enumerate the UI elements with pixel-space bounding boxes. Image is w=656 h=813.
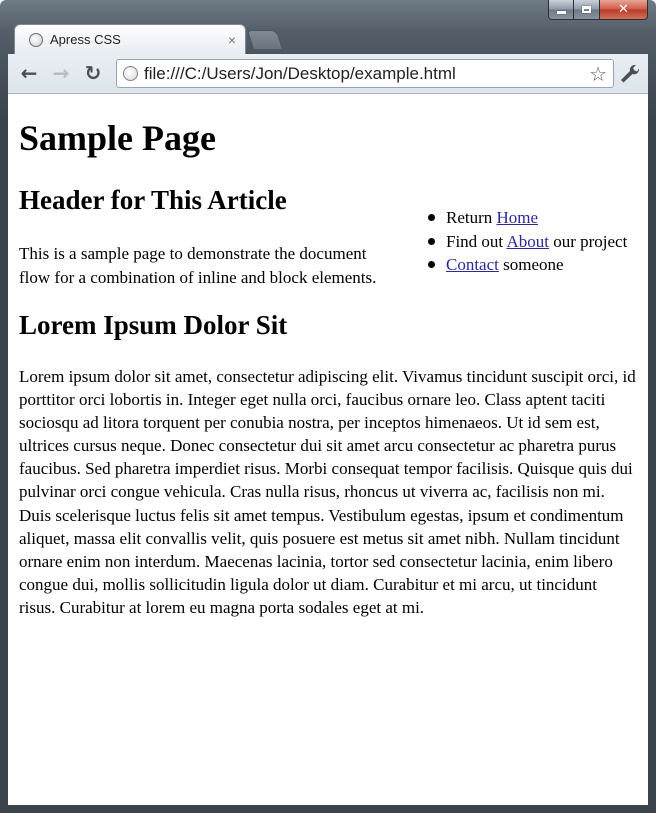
tab-title: Apress CSS	[50, 32, 121, 47]
wrench-menu-icon[interactable]	[618, 63, 640, 85]
maximize-icon	[582, 6, 591, 13]
new-tab-button[interactable]	[247, 30, 283, 50]
page-viewport	[8, 94, 648, 805]
page-globe-icon	[29, 33, 43, 47]
forward-button[interactable]	[50, 62, 72, 84]
list-item	[426, 253, 627, 277]
close-icon: ✕	[618, 2, 629, 17]
about-link[interactable]: About	[506, 231, 549, 251]
back-button[interactable]	[18, 62, 40, 84]
page-nav-list	[426, 206, 627, 277]
forward-arrow-icon: →	[52, 61, 70, 85]
page-title: Sample Page	[19, 118, 216, 158]
nav-text: Find out	[446, 231, 507, 251]
article-intro: This is a sample page to demonstrate the document flow for a combination of inline and block elements.	[19, 244, 377, 287]
bookmark-star-icon[interactable]: ☆	[589, 61, 607, 86]
toolbar	[8, 54, 648, 94]
tab-active[interactable]	[14, 24, 246, 54]
section-heading: Lorem Ipsum Dolor Sit	[19, 310, 288, 340]
nav-text: someone	[498, 255, 564, 274]
section-body: Lorem ipsum dolor sit amet, consectetur adipiscing elit. Vivamus tincidunt suscipit orci, id porttitor orci lobortis in. Integer eget nulla orci, faucibus ornare leo. Class aptent taciti sociosqu ad litora torquent per conubia nostra, per inceptos himenaeos. Ut id sem est, ultrices cursus neque. Donec consectetur dui sit amet arcu consectetur ac pharetra purus faucibus. Sed pharetra imperdiet risus. Morbi consequat tempor facilisis. Quisque quis dui pulvinar orci congue vehicula. Cras nulla risus, rhoncus ut viverra ac, facilisis non mi. Duis scelerisque luctus felis sit amet tempus. Vestibulum egestas, ipsum et condimentum aliquet, massa elit convallis velit, quis posuere est metus sit amet nibh. Nullam tincidunt ornare enim non interdum. Maecenas lacinia, tortor sed consectetur lacinia, enim libero congue dui, mollis sollicitudin ligula dolor ut diam. Curabitur et mi arcu, ut tincidunt risus. Curabitur at lorem eu magna porta sodales eget at mi.	[19, 367, 636, 617]
back-arrow-icon: ←	[20, 61, 38, 85]
maximize-button[interactable]	[574, 0, 600, 20]
nav-text: Return	[446, 208, 497, 227]
reload-icon: ↻	[84, 61, 102, 85]
minimize-icon	[557, 11, 566, 14]
address-url[interactable]: file:///C:/Users/Jon/Desktop/example.html	[144, 63, 456, 83]
address-bar[interactable]	[116, 59, 614, 88]
close-window-button[interactable]	[600, 0, 648, 20]
minimize-button[interactable]	[548, 0, 574, 20]
window-controls	[548, 0, 648, 22]
tab-close-button[interactable]: ×	[227, 31, 236, 48]
reload-button[interactable]	[82, 62, 104, 84]
article-heading: Header for This Article	[19, 185, 287, 215]
home-link[interactable]: Home	[496, 208, 539, 227]
list-item	[426, 206, 627, 230]
nav-text: our project	[548, 231, 628, 251]
contact-link[interactable]: Contact	[446, 255, 499, 274]
list-item	[426, 230, 627, 254]
page-info-icon[interactable]	[123, 66, 138, 81]
